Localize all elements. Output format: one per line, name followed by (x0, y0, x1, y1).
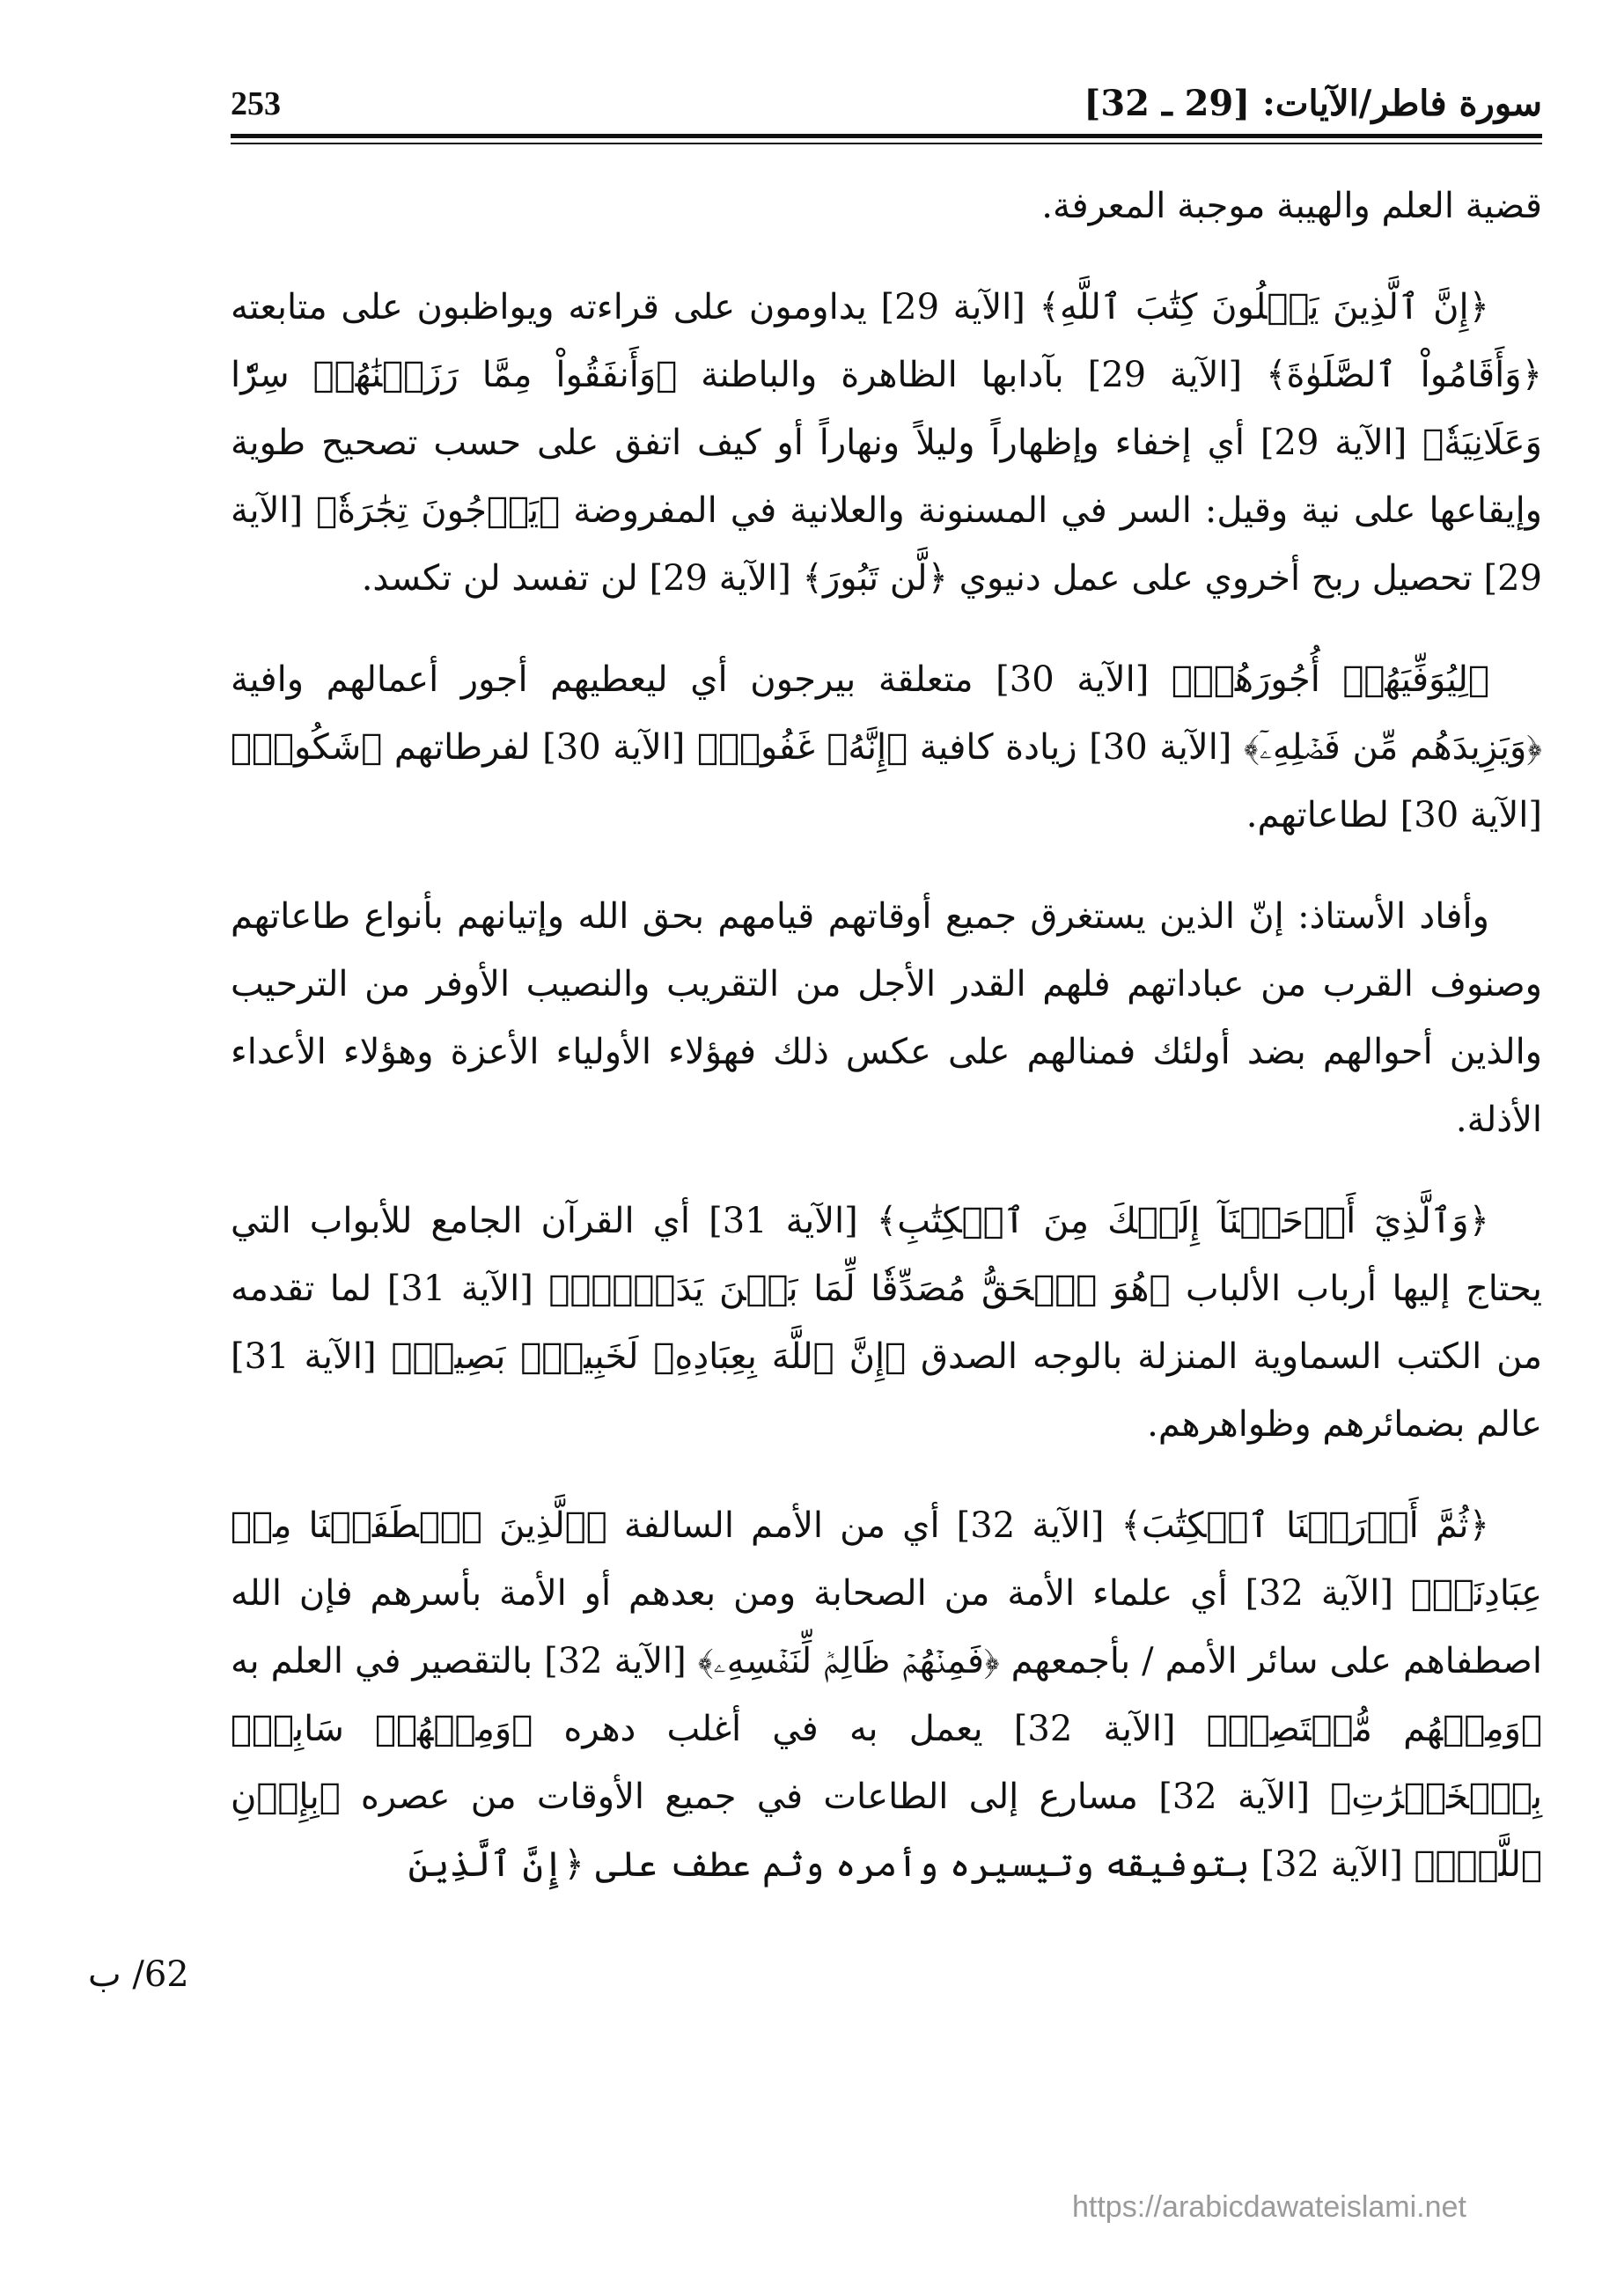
body-text (231, 173, 1542, 1899)
folio-margin-note: 62/ ب (88, 1954, 189, 1995)
running-title: سورة فاطر/الآيات: [29 ـ 32] (1084, 83, 1542, 124)
paragraph-4: وأفاد الأستاذ: إنّ الذين يستغرق جميع أوقاتهم قيامهم بحق الله وإتيانهم بأنواع طاعاتهم وصنوف القرب من عباداتهم فلهم القدر الأجل من التقريب والنصيب الأوفر من الترحيب والذين أحوالهم بضد أولئك فمنالهم على عكس ذلك فهؤلاء الأولياء الأعزة وهؤلاء الأعداء الأذلة. (231, 896, 1542, 1140)
paragraph-5: ﴿وَٱلَّذِيٓ أَوۡحَيۡنَآ إِلَيۡكَ مِنَ ٱلۡكِتَٰبِ﴾ [الآية 31] أي القرآن الجامع للأبواب التي يحتاج إليها أرباب الألباب ﴿هُوَ ٱلۡحَقُّ مُصَدِّقٗا لِّمَا بَيۡنَ يَدَيۡهِۗ﴾ [الآية 31] لما تقدمه من الكتب السماوية المنزلة بالوجه الصدق ﴿إِنَّ ٱللَّهَ بِعِبَادِهِۦ لَخَبِيرُۢ بَصِيرٞ﴾ [الآية 31] عالم بضمائرهم وظواهرهم. (231, 1201, 1542, 1445)
header-rule-thin (231, 143, 1542, 144)
page-number: 253 (231, 85, 281, 122)
paragraph-6: ﴿ثُمَّ أَوۡرَثۡنَا ٱلۡكِتَٰبَ﴾ [الآية 32] أي من الأمم السالفة ﴿ٱلَّذِينَ ٱصۡطَفَيۡنَا مِنۡ عِبَادِنَاۖ﴾ [الآية 32] أي علماء الأمة من الصحابة ومن بعدهم أو الأمة بأسرهم فإن الله اصطفاهم على سائر الأمم / بأجمعهم ﴿فَمِنۡهُمۡ ظَالِمٞ لِّنَفۡسِهِۦ﴾ [الآية 32] بالتقصير في العلم به ﴿وَمِنۡهُم مُّقۡتَصِدٞ﴾ [الآية 32] يعمل به في أغلب دهره ﴿وَمِنۡهُمۡ سَابِقُۢ بِٱلۡخَيۡرَٰتِ﴾ [الآية 32] مسارع إلى الطاعات في جميع الأوقات من عصره ﴿بِإِذۡنِ ٱللَّهِۚ﴾ [الآية 32] بتوفيقه وتيسيره وأمره وثم عطف على ﴿إِنَّ ٱلَّذِينَ (231, 1505, 1542, 1885)
watermark-url: https://arabicdawateislami.net (1072, 2190, 1466, 2224)
paragraph-1: قضية العلم والهيبة موجبة المعرفة. (1041, 186, 1542, 226)
page-header (231, 77, 1542, 130)
paragraph-3: ﴿لِيُوَفِّيَهُمۡ أُجُورَهُمۡ﴾ [الآية 30] متعلقة بيرجون أي ليعطيهم أجور أعمالهم وافية ﴿وَيَزِيدَهُم مِّن فَضۡلِهِۦٓ﴾ [الآية 30] زيادة كافية ﴿إِنَّهُۥ غَفُورٞ﴾ [الآية 30] لفرطاتهم ﴿شَكُورٞ﴾ [الآية 30] لطاعاتهم. (231, 659, 1542, 835)
header-rule-thick (231, 134, 1542, 138)
paragraph-2: ﴿إِنَّ ٱلَّذِينَ يَتۡلُونَ كِتَٰبَ ٱللَّهِ﴾ [الآية 29] يداومون على قراءته ويواظبون على متابعته ﴿وَأَقَامُواْ ٱلصَّلَوٰةَ﴾ [الآية 29] بآدابها الظاهرة والباطنة ﴿وَأَنفَقُواْ مِمَّا رَزَقۡنَٰهُمۡ سِرّٗا وَعَلَانِيَةٗ﴾ [الآية 29] أي إخفاء وإظهاراً وليلاً ونهاراً أو كيف اتفق على حسب تصحيح طوية وإيقاعها على نية وقيل: السر في المسنونة والعلانية في المفروضة ﴿يَرۡجُونَ تِجَٰرَةٗ﴾ [الآية 29] تحصيل ربح أخروي على عمل دنيوي ﴿لَّن تَبُورَ﴾ [الآية 29] لن تفسد لن تكسد. (231, 287, 1543, 599)
